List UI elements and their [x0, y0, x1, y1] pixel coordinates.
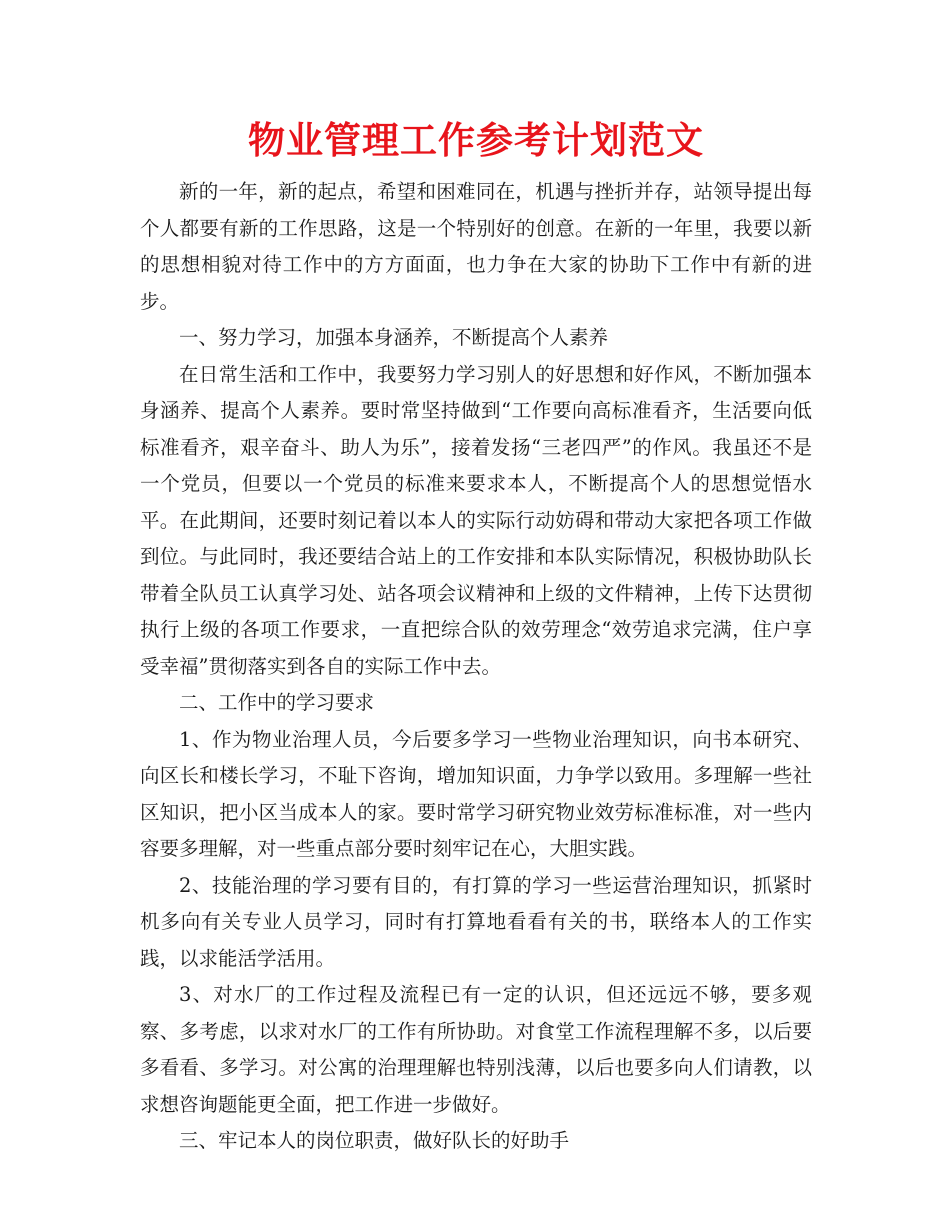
section-heading-2: 二、工作中的学习要求 [179, 691, 375, 714]
section-2-item-2: 2、技能治理的学习要有目的，有打算的学习一些运营治理知识，抓紧时机多向有关专业人员学习，同时有打算地看看有关的书，联络本人的工作实践，以求能活学活用。 [140, 873, 812, 970]
section-heading-3: 三、牢记本人的岗位职责，做好队长的好助手 [179, 1129, 570, 1152]
section-2-item-3: 3、对水厂的工作过程及流程已有一定的认识，但还远远不够，要多观察、多考虑，以求对水厂的工作有所协助。对食堂工作流程理解不多，以后要多看看、多学习。对公寓的治理理解也特别浅薄，以后也要多向人们请教，以求想咨询题能更全面，把工作进一步做好。 [140, 983, 812, 1116]
section-heading-1: 一、努力学习，加强本身涵养，不断提高个人素养 [179, 326, 609, 349]
section-1-paragraph: 在日常生活和工作中，我要努力学习别人的好思想和好作风，不断加强本身涵养、提高个人素养。要时常坚持做到“工作要向高标准看齐，生活要向低标准看齐，艰辛奋斗、助人为乐”，接着发扬“三老四严”的作风。我虽还不是一个党员，但要以一个党员的标准来要求本人，不断提高个人的思想觉悟水平。在此期间，还要时刻记着以本人的实际行动妨碍和带动大家把各项工作做到位。与此同时，我还要结合站上的工作安排和本队实际情况，积极协助队长带着全队员工认真学习处、站各项会议精神和上级的文件精神，上传下达贯彻执行上级的各项工作要求，一直把综合队的效劳理念“效劳追求完满，住户享受幸福”贯彻落实到各自的实际工作中去。 [140, 362, 812, 678]
document-title: 物业管理工作参考计划范文 [248, 119, 704, 162]
section-2-item-1: 1、作为物业治理人员，今后要多学习一些物业治理知识，向书本研究、向区长和楼长学习，不耻下咨询，增加知识面，力争学以致用。多理解一些社区知识，把小区当成本人的家。要时常学习研究物业效劳标准标准，对一些内容要多理解，对一些重点部分要时刻牢记在心，大胆实践。 [140, 727, 812, 860]
intro-paragraph: 新的一年，新的起点，希望和困难同在，机遇与挫折并存，站领导提出每个人都要有新的工作思路，这是一个特别好的创意。在新的一年里，我要以新的思想相貌对待工作中的方方面面，也力争在大家的协助下工作中有新的进步。 [140, 180, 812, 313]
